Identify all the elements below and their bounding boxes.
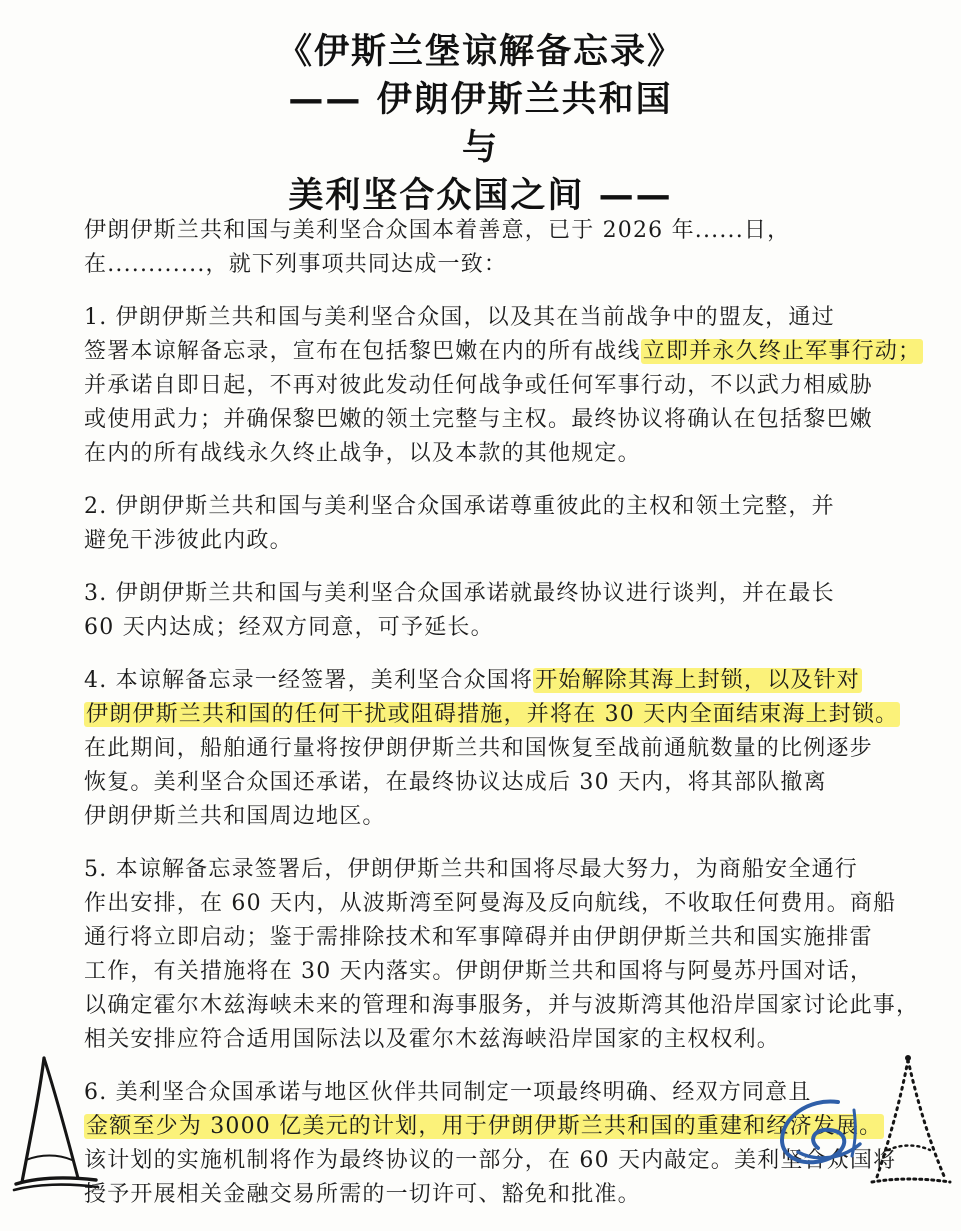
intro-line-2: 在............，就下列事项共同达成一致：	[84, 252, 508, 277]
clause-4-line-5: 伊朗伊斯兰共和国周边地区。	[84, 804, 386, 829]
clause-1-line-2	[84, 335, 922, 369]
clause-4-line-2	[84, 698, 899, 732]
clause-1-line-3: 并承诺自即日起，不再对彼此发动任何战争或任何军事行动，不以武力相威胁	[84, 373, 873, 398]
clause-3-line-1: 3. 伊朗伊斯兰共和国与美利坚合众国承诺就最终协议进行谈判，并在最长	[84, 581, 835, 606]
clause-2	[84, 490, 884, 558]
clause-5	[84, 853, 920, 1057]
clause-6-line-1: 6. 美利坚合众国承诺与地区伙伴共同制定一项最终明确、经双方同意且	[84, 1080, 812, 1105]
clause-1-line-4: 或使用武力；并确保黎巴嫩的领土完整与主权。最终协议将确认在包括黎巴嫩	[84, 407, 873, 432]
document-body	[84, 214, 922, 1231]
clause-4-line-4: 恢复。美利坚合众国还承诺，在最终协议达成后 30 天内，将其部队撤离	[84, 770, 827, 795]
left-signature-mark	[6, 1050, 116, 1200]
intro-paragraph	[84, 214, 884, 282]
clause-5-line-4: 工作，有关措施将在 30 天内落实。伊朗伊斯兰共和国将与阿曼苏丹国对话，	[84, 959, 874, 984]
clause-5-line-3: 通行将立即启动；鉴于需排除技术和军事障碍并由伊朗伊斯兰共和国实施排雷	[84, 925, 873, 950]
clause-6	[84, 1076, 897, 1212]
intro-line-1: 伊朗伊斯兰共和国与美利坚合众国本着善意，已于 2026 年......日，	[84, 218, 791, 243]
clause-6-line-2	[84, 1110, 884, 1144]
title-line-4: 美利坚合众国之间 ——	[288, 176, 673, 216]
clause-2-line-1: 2. 伊朗伊斯兰共和国与美利坚合众国承诺尊重彼此的主权和领土完整，并	[84, 494, 835, 519]
right-signature-mark	[862, 1052, 958, 1192]
right-signature-icon	[862, 1052, 958, 1192]
clause-6-line-3: 该计划的实施机制将作为最终协议的一部分，在 60 天内敲定。美利坚合众国将	[84, 1148, 897, 1173]
clause-5-line-6: 相关安排应符合适用国际法以及霍尔木兹海峡沿岸国家的主权权利。	[84, 1027, 781, 1052]
title-line-2: —— 伊朗伊斯兰共和国	[288, 80, 673, 120]
clause-5-line-1: 5. 本谅解备忘录签署后，伊朗伊斯兰共和国将尽最大努力，为商船安全通行	[84, 857, 858, 882]
clause-1-line-5: 在内的所有战线永久终止战争，以及本款的其他规定。	[84, 441, 641, 466]
clause-4	[84, 664, 899, 834]
clause-5-line-5: 以确定霍尔木兹海峡未来的管理和海事服务，并与波斯湾其他沿岸国家讨论此事，	[84, 993, 920, 1018]
title-line-1: 《伊斯兰堡谅解备忘录》	[276, 32, 684, 72]
clause-4-highlight-a: 开始解除其海上封锁，以及针对	[535, 668, 860, 693]
clause-1-highlight: 立即并永久终止军事行动；	[642, 339, 922, 364]
clause-1-line-2-text: 签署本谅解备忘录，宣布在包括黎巴嫩在内的所有战线	[84, 339, 641, 364]
clause-4-line-1	[84, 664, 884, 698]
clause-4-line-3: 在此期间，船舶通行量将按伊朗伊斯兰共和国恢复至战前通航数量的比例逐步	[84, 736, 873, 761]
clause-3-line-2: 60 天内达成；经双方同意，可予延长。	[84, 615, 494, 640]
document-title	[0, 28, 961, 220]
title-line-3: 与	[461, 128, 499, 168]
blue-signature-icon	[768, 1090, 868, 1180]
clause-4-highlight-b: 伊朗伊斯兰共和国的任何干扰或阻碍措施，并将在 30 天内全面结束海上封锁。	[86, 702, 899, 727]
clause-3	[84, 577, 884, 645]
blue-signature-mark	[768, 1090, 868, 1180]
clause-4-line-1-text: 4. 本谅解备忘录一经签署，美利坚合众国将	[84, 668, 534, 693]
clause-2-line-2: 避免干涉彼此内政。	[84, 528, 293, 553]
clause-6-highlight: 金额至少为 3000 亿美元的计划，用于伊朗伊斯兰共和国的重建和经济发展。	[86, 1114, 883, 1139]
clause-1-line-1: 1. 伊朗伊斯兰共和国与美利坚合众国，以及其在当前战争中的盟友，通过	[84, 305, 835, 330]
clause-5-line-2: 作出安排，在 60 天内，从波斯湾至阿曼海及反向航线，不收取任何费用。商船	[84, 891, 897, 916]
left-signature-icon	[6, 1050, 116, 1200]
clause-1	[84, 301, 922, 471]
clause-6-line-4: 授予开展相关金融交易所需的一切许可、豁免和批准。	[84, 1182, 641, 1207]
